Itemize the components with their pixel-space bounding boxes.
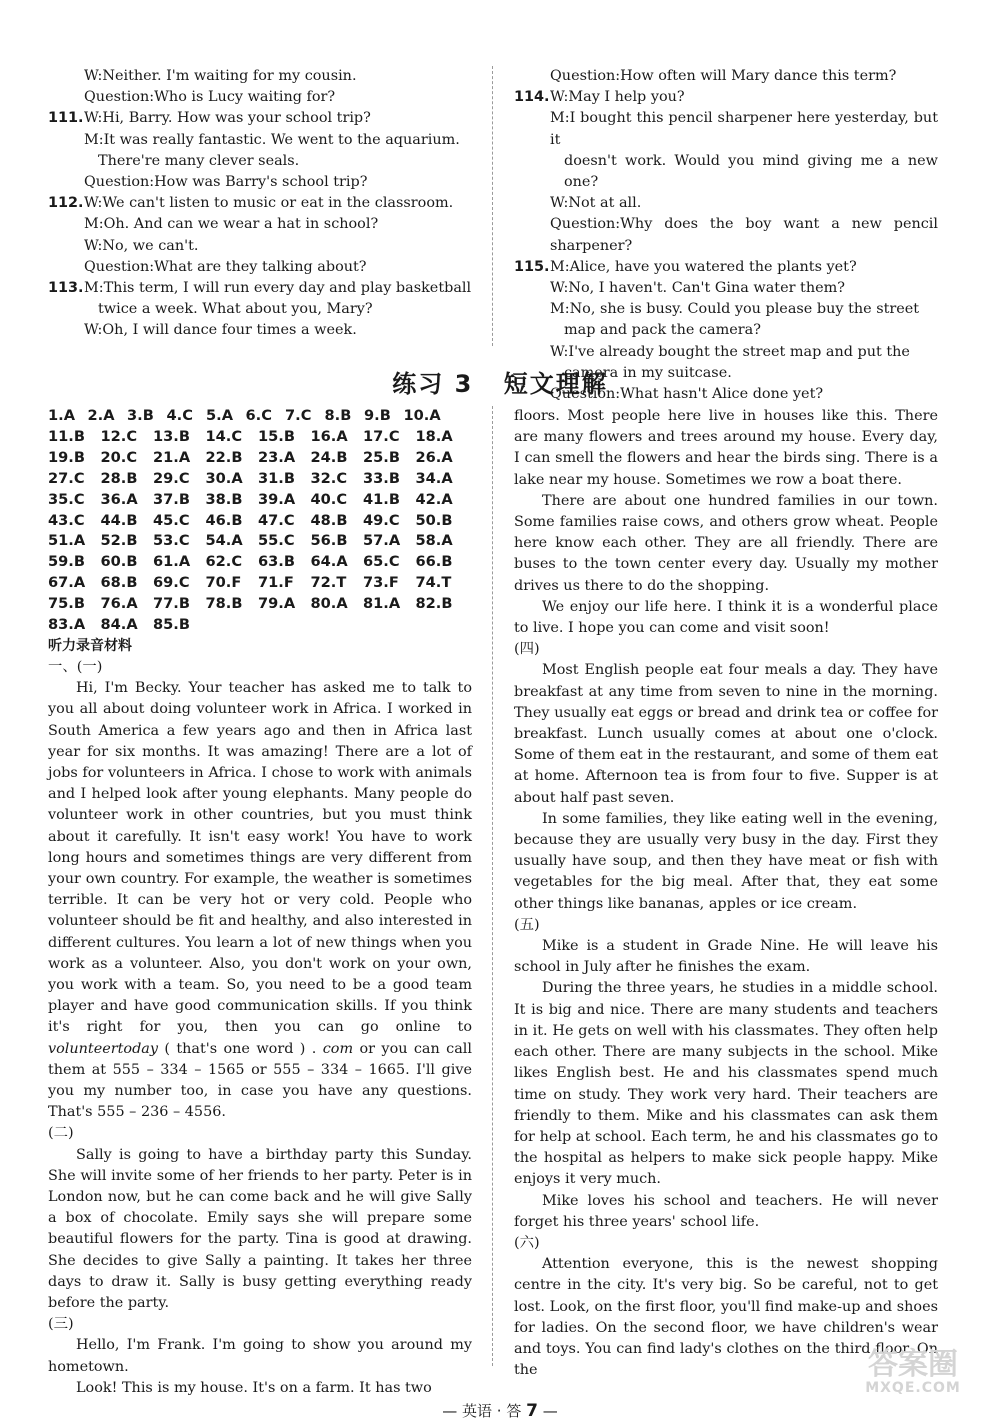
answer-item: 19.B bbox=[48, 448, 85, 466]
answer-item: 32.C bbox=[310, 469, 348, 487]
answer-item: 84.A bbox=[100, 616, 138, 634]
answer-item: 44.B bbox=[100, 511, 138, 529]
answer-item: 9.B bbox=[364, 407, 391, 424]
section-number: 练习 3 bbox=[392, 370, 474, 398]
answer-item: 80.A bbox=[310, 595, 348, 613]
dialogue-item bbox=[48, 108, 472, 129]
answer-item: 7.C bbox=[285, 407, 312, 424]
answer-item: 58.A bbox=[415, 532, 453, 550]
answer-item: 82.B bbox=[415, 595, 453, 613]
answer-item: 55.C bbox=[258, 532, 295, 550]
answer-item: 66.B bbox=[415, 553, 453, 571]
answer-item: 75.B bbox=[48, 595, 85, 613]
answer-item: 40.C bbox=[310, 490, 348, 508]
website-domain: com bbox=[322, 1040, 354, 1057]
answer-item: 13.B bbox=[153, 427, 190, 445]
answer-item: 61.A bbox=[153, 553, 191, 571]
dialogue-line: M:Alice, have you watered the plants yet? bbox=[550, 258, 857, 275]
website-name: volunteertoday bbox=[48, 1040, 158, 1057]
answer-row bbox=[48, 427, 472, 448]
question-number: 113. bbox=[48, 280, 84, 297]
answers-and-transcripts-left bbox=[48, 406, 472, 1399]
answer-item: 77.B bbox=[153, 595, 190, 613]
answer-item: 5.A bbox=[206, 407, 233, 424]
answer-item: 35.C bbox=[48, 490, 85, 508]
dialogue-item bbox=[514, 257, 938, 278]
answer-item: 76.A bbox=[100, 595, 138, 613]
answer-item: 60.B bbox=[100, 553, 138, 571]
dialogue-line: Question:How often will Mary dance this term? bbox=[550, 68, 897, 84]
section-title: 短文理解 bbox=[503, 370, 608, 398]
answer-item: 28.B bbox=[100, 469, 138, 487]
answer-item: 3.B bbox=[127, 407, 154, 424]
answer-key bbox=[48, 406, 472, 636]
answer-item: 30.A bbox=[205, 469, 243, 487]
dialogue-line: W:Oh, I will dance four times a week. bbox=[84, 322, 357, 339]
answer-row bbox=[48, 469, 472, 490]
answer-item: 46.B bbox=[205, 511, 243, 529]
answer-row bbox=[48, 594, 472, 615]
answer-item: 74.T bbox=[415, 574, 452, 592]
answer-item: 38.B bbox=[205, 490, 243, 508]
answer-item: 69.C bbox=[153, 574, 190, 592]
answer-item: 65.C bbox=[363, 553, 400, 571]
passage-paragraph: We enjoy our life here. I think it is a wonderful place to live. I hope you can come and visit soon! bbox=[514, 598, 938, 637]
answer-item: 10.A bbox=[403, 407, 441, 424]
answer-item: 18.A bbox=[415, 427, 453, 445]
dialogue-line: M:This term, I will run every day and play basketball bbox=[84, 280, 472, 297]
answer-item: 49.C bbox=[363, 511, 400, 529]
dialogue-line: W:Not at all. bbox=[550, 195, 642, 212]
passage-paragraph: Hello, I'm Frank. I'm going to show you around my hometown. bbox=[48, 1337, 472, 1375]
dialogue-item bbox=[48, 278, 472, 299]
answer-row bbox=[48, 490, 472, 511]
answer-item: 81.A bbox=[363, 595, 401, 613]
answer-item: 12.C bbox=[100, 427, 138, 445]
footer-dash-left: — bbox=[442, 1402, 458, 1420]
dialogue-line: W:Neither. I'm waiting for my cousin. bbox=[84, 68, 357, 84]
passage-paragraph: Mike is a student in Grade Nine. He will leave his school in July after he finishes the exam. bbox=[514, 938, 938, 976]
footer-dash-right: — bbox=[542, 1402, 558, 1420]
answer-item: 51.A bbox=[48, 532, 86, 550]
answer-item: 56.B bbox=[310, 532, 348, 550]
answer-item: 57.A bbox=[363, 532, 401, 550]
answer-item: 62.C bbox=[205, 553, 243, 571]
subsection-label: (五) bbox=[514, 916, 540, 933]
answer-item: 79.A bbox=[258, 595, 296, 613]
answer-item: 71.F bbox=[258, 574, 294, 592]
answer-item: 24.B bbox=[310, 448, 348, 466]
answer-item: 50.B bbox=[415, 511, 453, 529]
answer-row bbox=[48, 552, 472, 573]
dialogue-line: Question:Who is Lucy waiting for? bbox=[84, 89, 336, 106]
answer-row bbox=[48, 448, 472, 469]
dialogue-column-top-left bbox=[48, 66, 472, 342]
listening-materials-label: 听力录音材料 bbox=[48, 637, 132, 654]
dialogue-column-top-right bbox=[514, 66, 938, 405]
passage-paragraph: There are about one hundred families in our town. Some families raise cows, and others grow wheat. People here know each other. They are all friendly. There are buses to the town center every day. Usually my mother drives us there to do the shopping. bbox=[514, 492, 938, 594]
answer-item: 17.C bbox=[363, 427, 400, 445]
passage-paragraph: floors. Most people here live in houses like this. There are many flowers and trees around my house. Every day, I can smell the flowers and hear the birds sing. There is a lake near my house. Sometimes we row a boat there. bbox=[514, 408, 938, 488]
question-number: 112. bbox=[48, 195, 84, 212]
answer-item: 78.B bbox=[205, 595, 243, 613]
answer-item: 2.A bbox=[87, 407, 115, 424]
answer-row bbox=[48, 531, 472, 552]
dialogue-line: M:It was really fantastic. We went to the aquarium. bbox=[84, 131, 460, 148]
answer-item: 67.A bbox=[48, 574, 86, 592]
answer-row bbox=[48, 573, 472, 594]
dialogue-item bbox=[48, 193, 472, 214]
answer-item: 21.A bbox=[153, 448, 191, 466]
answer-item: 73.F bbox=[363, 574, 399, 592]
answer-item: 4.C bbox=[166, 407, 193, 424]
answer-item: 43.C bbox=[48, 511, 85, 529]
passage-paragraph: Sally is going to have a birthday party this Sunday. She will invite some of her friends to her party. Peter is in London now, but he can come back and he will give Sally a box of chocolate. Emily says she will prepare some beautiful flowers for the party. Tina is good at drawing. She decides to give Sally a painting. It takes her three days to draw it. Sally is busy getting everything ready before the party. bbox=[48, 1146, 472, 1312]
answer-item: 8.B bbox=[324, 407, 352, 424]
answer-item: 39.A bbox=[258, 490, 296, 508]
answer-item: 45.C bbox=[153, 511, 190, 529]
answer-item: 59.B bbox=[48, 553, 85, 571]
answer-item: 20.C bbox=[100, 448, 138, 466]
answer-item: 33.B bbox=[363, 469, 400, 487]
dialogue-line: W:May I help you? bbox=[550, 89, 685, 106]
dialogue-line: W:Hi, Barry. How was your school trip? bbox=[84, 110, 371, 127]
answer-item: 14.C bbox=[205, 427, 243, 445]
answer-item: 27.C bbox=[48, 469, 85, 487]
dialogue-line: Question:Why does the boy want a new pencil sharpener? bbox=[550, 216, 938, 254]
column-divider-bottom bbox=[492, 406, 493, 1366]
question-number: 115. bbox=[514, 258, 550, 275]
answer-item: 37.B bbox=[153, 490, 190, 508]
passage-paragraph: In some families, they like eating well in the evening, because they are usually very busy in the day. First they usually have soup, and then they have meat or fish with vegetables for the big meal. After that, they eat some other things like bananas, apples or ice cream. bbox=[514, 810, 938, 912]
answer-row bbox=[48, 406, 472, 427]
answer-item: 26.A bbox=[415, 448, 453, 466]
subsection-label: (六) bbox=[514, 1234, 540, 1251]
dialogue-line: twice a week. What about you, Mary? bbox=[98, 301, 373, 318]
answer-item: 52.B bbox=[100, 532, 138, 550]
dialogue-line: Question:How was Barry's school trip? bbox=[84, 174, 368, 191]
passage-paragraph: During the three years, he studies in a middle school. It is big and nice. There are many students and teachers in it. He gets on well with his classmates. They often help each other. There are many subjects in the school. Mike likes English best. He and his classmates spend much time on study. They work very hard. Their teachers are friendly to them. Mike and his classmates can ask them for help at school. Each term, he and his classmates go to the hospital as helpers to make sick people happy. Mike enjoys it very much. bbox=[514, 980, 938, 1188]
dialogue-line: M:Oh. And can we wear a hat in school? bbox=[84, 216, 379, 233]
dialogue-line: W:I've already bought the street map and put the bbox=[550, 343, 910, 360]
answer-item: 6.C bbox=[245, 407, 272, 424]
passage-paragraph: Most English people eat four meals a day. They have breakfast at any time from seven to nine in the morning. They usually eat eggs or bread and drink tea or coffee for breakfast. Lunch usually comes at about one o'clock. Some of them eat in the restaurant, and some of them eat at home. Afternoon tea is from four to five. Supper is at about half past seven. bbox=[514, 662, 938, 806]
dialogue-line: Question:What are they talking about? bbox=[84, 258, 367, 275]
dialogue-line: There're many clever seals. bbox=[98, 152, 300, 169]
dialogue-line: W:We can't listen to music or eat in the classroom. bbox=[84, 195, 454, 212]
answer-item: 63.B bbox=[258, 553, 295, 571]
answer-item: 64.A bbox=[310, 553, 348, 571]
watermark-logo: 答案圈 MXQE.COM bbox=[865, 1347, 961, 1396]
answer-item: 34.A bbox=[415, 469, 453, 487]
subsection-label: (三) bbox=[48, 1316, 74, 1333]
dialogue-line: M:No, she is busy. Could you please buy the street bbox=[550, 301, 920, 318]
page-number: 7 bbox=[526, 1401, 538, 1421]
subsection-label: 一、(一) bbox=[48, 658, 103, 675]
dialogue-line: Question:What hasn't Alice done yet? bbox=[550, 386, 824, 403]
answer-item: 70.F bbox=[205, 574, 242, 592]
answer-item: 16.A bbox=[310, 427, 348, 445]
answer-item: 29.C bbox=[153, 469, 190, 487]
answer-item: 68.B bbox=[100, 574, 138, 592]
answer-item: 1.A bbox=[48, 407, 75, 424]
footer-subject: 英语 · 答 bbox=[462, 1402, 522, 1420]
dialogue-item bbox=[514, 87, 938, 108]
transcripts-right bbox=[514, 406, 938, 1381]
answer-item: 83.A bbox=[48, 616, 86, 634]
answer-item: 54.A bbox=[205, 532, 243, 550]
dialogue-line: camera in my suitcase. bbox=[564, 364, 732, 381]
answer-item: 15.B bbox=[258, 427, 295, 445]
answer-item: 31.B bbox=[258, 469, 295, 487]
answer-item: 48.B bbox=[310, 511, 348, 529]
subsection-label: (二) bbox=[48, 1125, 74, 1142]
subsection-label: (四) bbox=[514, 641, 540, 658]
passage-paragraph: Mike loves his school and teachers. He will never forget his three years' school life. bbox=[514, 1192, 938, 1230]
section-heading bbox=[0, 364, 1000, 399]
answer-item: 22.B bbox=[205, 448, 243, 466]
answer-item: 42.A bbox=[415, 490, 453, 508]
answer-item: 25.B bbox=[363, 448, 400, 466]
answer-item: 36.A bbox=[100, 490, 138, 508]
dialogue-line: M:I bought this pencil sharpener here yesterday, but it bbox=[550, 110, 938, 148]
dialogue-line: doesn't work. Would you mind giving me a new one? bbox=[564, 152, 938, 191]
question-number: 111. bbox=[48, 110, 84, 127]
dialogue-line: map and pack the camera? bbox=[564, 322, 761, 339]
passage-paragraph: Look! This is my house. It's on a farm. It has two bbox=[76, 1379, 432, 1396]
dialogue-line: W:No, we can't. bbox=[84, 237, 199, 254]
answer-item: 72.T bbox=[310, 574, 347, 592]
answer-item: 53.C bbox=[153, 532, 190, 550]
answer-item: 11.B bbox=[48, 427, 85, 445]
column-divider-top bbox=[492, 66, 493, 346]
question-number: 114. bbox=[514, 89, 550, 106]
passage-paragraph: Hi, I'm Becky. Your teacher has asked me to talk to you all about doing volunteer work in Africa. I worked in South America a few years ago and then in Africa last year for six months. It was amazing! There are a lot of jobs for volunteers in Africa. I chose to work with animals and I helped look after young elephants. Many people do volunteer work in other countries, but you must think about it carefully. It isn't easy work! You have to work long hours and sometimes things are very different from your own country. For example, the weather is sometimes terrible. It can be very hot or very cold. People who volunteer should be fit and healthy, and also interested in different cultures. You learn a lot of new things when you work as a volunteer. Also, you don't work on your own, you work with a team. So, you need to be a good team player and have good communication skills. If you think it's right for you, then you can go online to volunteertoday ( that's one word ) . com or you can call them at 555 – 334 – 1565 or 555 – 334 – 1665. I'll give you my number too, in case you have any questions. That's 555 – 236 – 4556. bbox=[48, 680, 473, 1121]
answer-row bbox=[48, 511, 472, 532]
answer-item: 23.A bbox=[258, 448, 296, 466]
answer-item: 85.B bbox=[153, 616, 190, 634]
answer-item: 41.B bbox=[363, 490, 400, 508]
answer-item: 47.C bbox=[258, 511, 295, 529]
answer-row bbox=[48, 615, 472, 636]
passage-paragraph: Attention everyone, this is the newest shopping centre in the city. It's very big. So be careful, not to get lost. Look, on the first floor, you'll find make-up and shoes for ladies. On the second floor, we have children's wear and toys. You can find lady's clothes on the third floor. On the bbox=[514, 1256, 938, 1379]
dialogue-line: W:No, I haven't. Can't Gina water them? bbox=[550, 280, 845, 297]
